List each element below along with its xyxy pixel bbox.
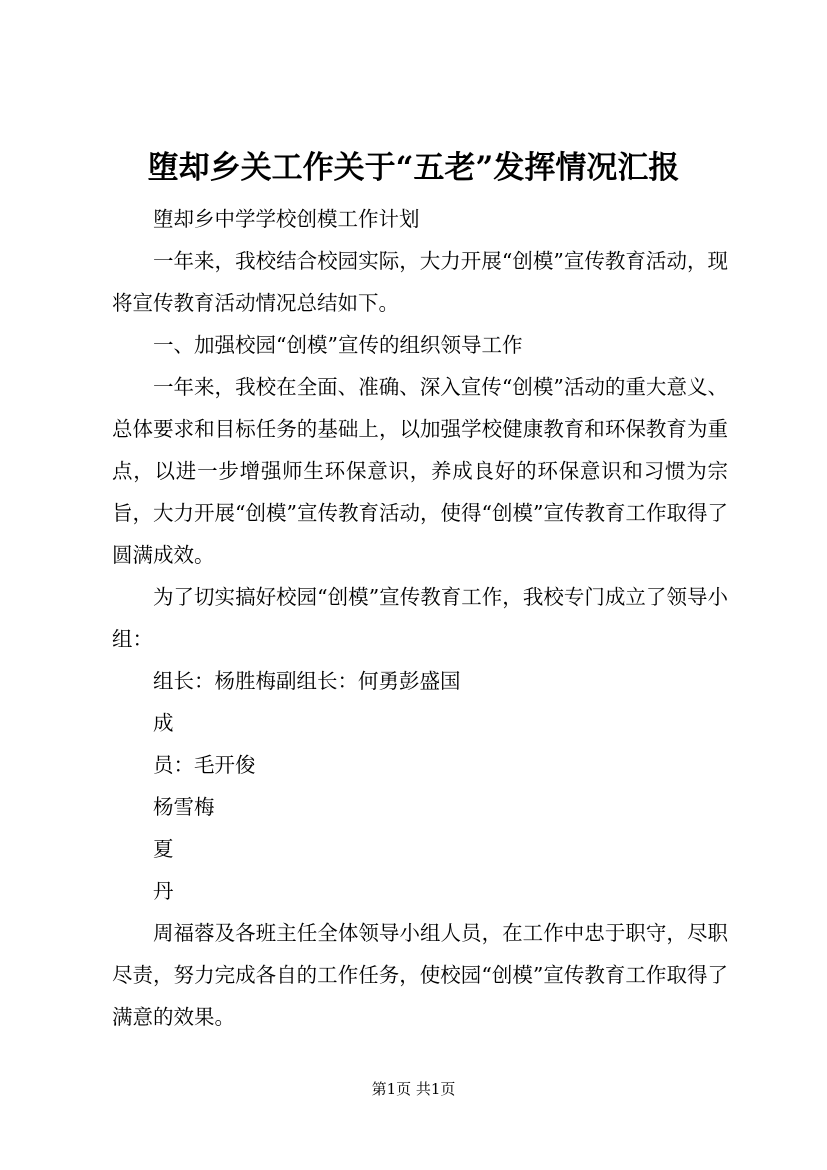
paragraph-member-label-1: 成 (153, 711, 174, 735)
paragraph-conclusion: 周福蓉及各班主任全体领导小组人员，在工作中忠于职守，尽职尽责，努力完成各自的工作任务，使校园“创模”宣传教育工作取得了满意的效果。 (112, 921, 728, 1029)
paragraph-leadership-group: 为了切实搞好校园“创模”宣传教育工作，我校专门成立了领导小组： (112, 585, 728, 651)
paragraph-plan-title: 堕却乡中学学校创模工作计划 (153, 207, 420, 231)
paragraph-member-label-2: 员：毛开俊 (153, 753, 256, 777)
paragraph-member-name-2: 夏 (153, 837, 174, 861)
paragraph-member-name-1: 杨雪梅 (153, 795, 215, 819)
paragraph-member-name-3: 丹 (153, 879, 174, 903)
paragraph-group-leaders: 组长：杨胜梅副组长：何勇彭盛国 (153, 669, 461, 693)
page-footer: 第1页 共1页 (371, 1080, 456, 1098)
paragraph-summary: 一年来，我校在全面、准确、深入宣传“创模”活动的重大意义、总体要求和目标任务的基础上，以加强学校健康教育和环保教育为重点，以进一步增强师生环保意识，养成良好的环保意识和习惯为宗旨，大力开展“创模”宣传教育活动，使得“创模”宣传教育工作取得了圆满成效。 (112, 375, 728, 567)
document-title: 堕却乡关工作关于“五老”发挥情况汇报 (147, 150, 680, 186)
paragraph-intro: 一年来，我校结合校园实际，大力开展“创模”宣传教育活动，现将宣传教育活动情况总结如下。 (112, 249, 728, 315)
section-heading-1: 一、加强校园“创模”宣传的组织领导工作 (153, 333, 523, 357)
